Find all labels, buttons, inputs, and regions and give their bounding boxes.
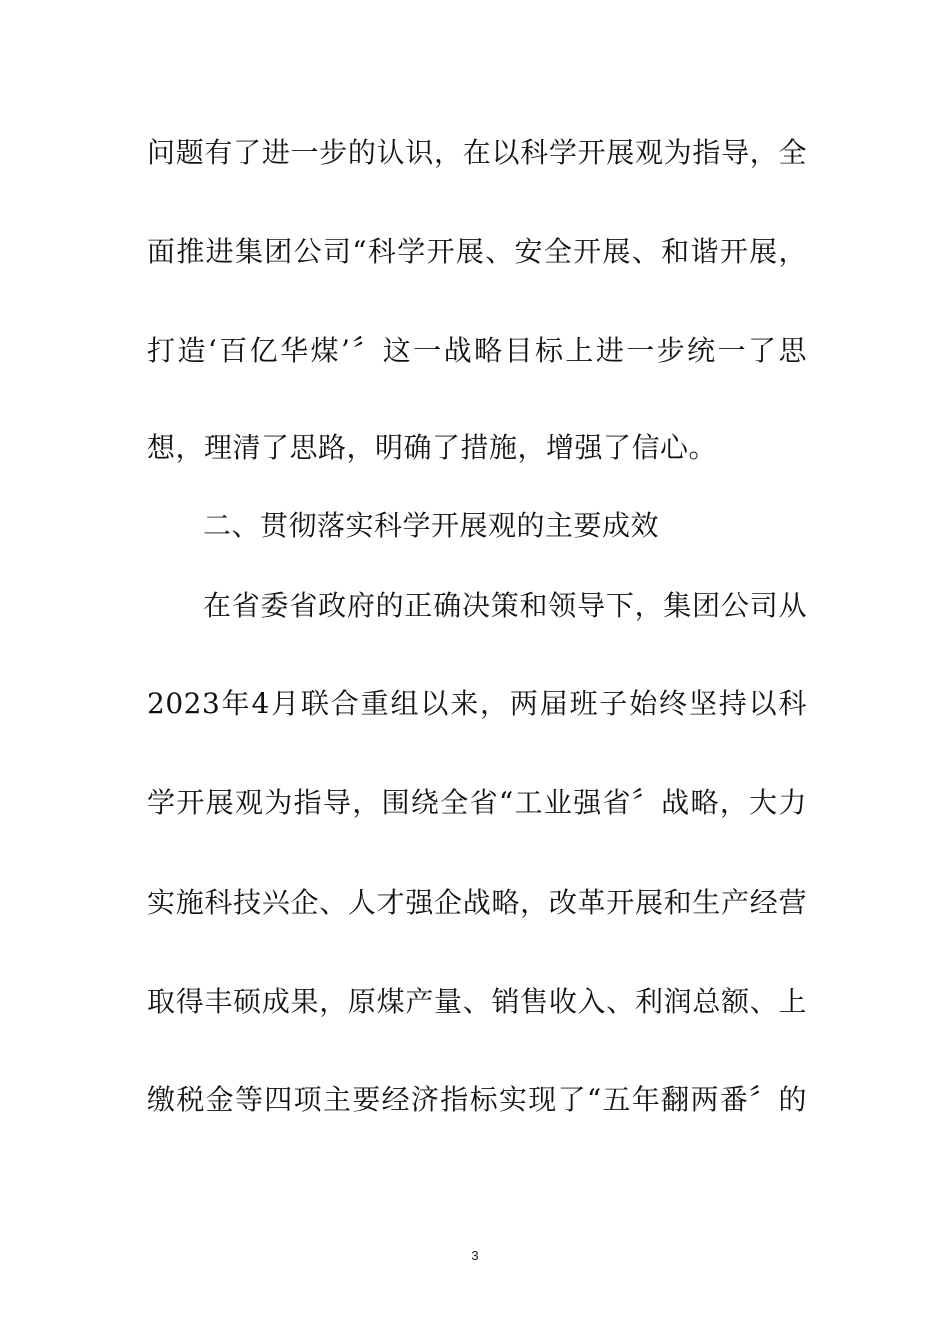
body-text-line: 学开展观为指导，围绕全省“工业强省〞战略，大力 (147, 786, 807, 819)
body-text-line: 面推进集团公司“科学开展、安全开展、和谐开展， (147, 235, 807, 268)
page-number: 3 (471, 1248, 479, 1263)
body-text-line: 打造‘百亿华煤’〞这一战略目标上进一步统一了思 (147, 334, 807, 367)
body-text-line: 实施科技兴企、人才强企战略，改革开展和生产经营 (147, 886, 807, 919)
body-text-line: 想，理清了思路，明确了措施，增强了信心。 (147, 431, 718, 464)
body-text-line: 缴税金等四项主要经济指标实现了“五年翻两番〞的 (147, 1083, 807, 1116)
section-heading: 二、贯彻落实科学开展观的主要成效 (203, 509, 660, 542)
body-text-line: 取得丰硕成果，原煤产量、销售收入、利润总额、上 (147, 985, 807, 1018)
body-text-line: 问题有了进一步的认识，在以科学开展观为指导，全 (147, 136, 807, 169)
body-text-line: 2023年4月联合重组以来，两届班子始终坚持以科 (147, 687, 807, 720)
body-text-line: 在省委省政府的正确决策和领导下，集团公司从 (203, 589, 807, 622)
